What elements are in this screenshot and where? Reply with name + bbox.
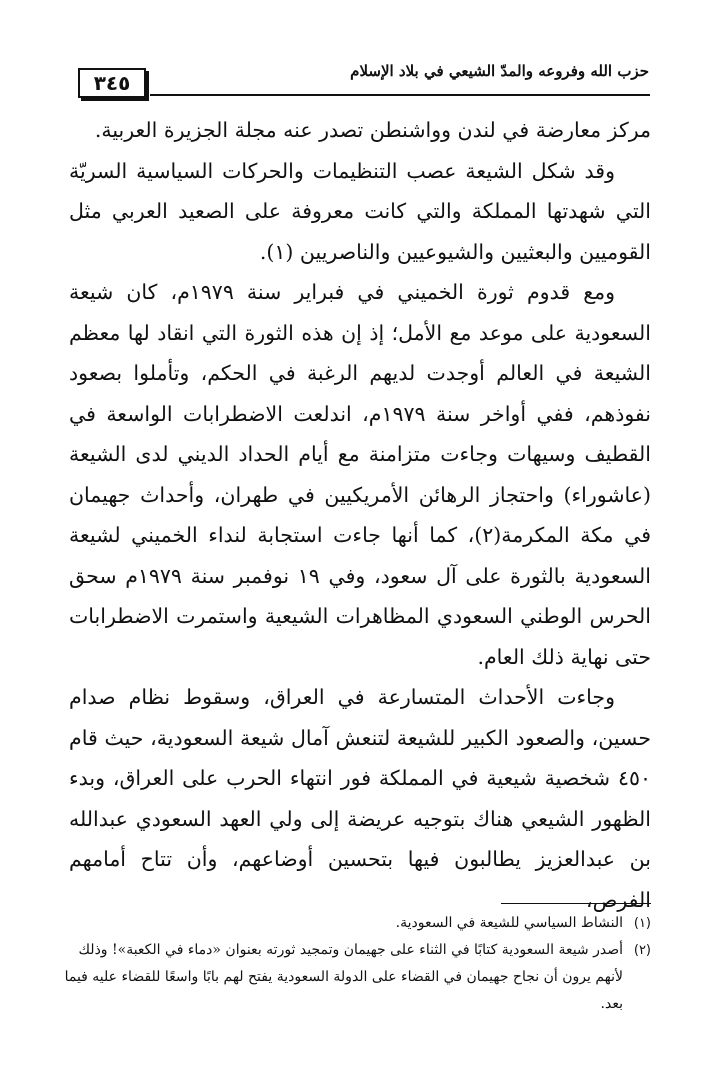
footnote-text: أصدر شيعة السعودية كتابًا في الثناء على جهيمان وتمجيد ثورته بعنوان «دماء في الكعبة»! وذلك لأنهم يرون أن نجاح جهيمان في القضاء على الدولة السعودية يفتح لهم بابًا واسعًا للقضاء عليه فيما بعد. — [64, 942, 623, 1012]
footnote-mark: (١) — [633, 916, 651, 931]
running-title: حزب الله وفروعه والمدّ الشيعي في بلاد الإسلام — [350, 62, 649, 80]
footnote-rule — [501, 903, 651, 904]
page-number: ٣٤٥ — [78, 68, 146, 98]
paragraph-4: وجاءت الأحداث المتسارعة في العراق، وسقوط نظام صدام حسين، والصعود الكبير للشيعة لتنعش آمال شيعة السعودية، حيث قام ٤٥٠ شخصية شيعية في المملكة فور انتهاء الحرب على العراق، وبدء الظهور الشيعي هناك بتوجيه عريضة إلى ولي العهد السعودي عبدالله بن عبدالعزيز يطالبون فيها بتحسين أوضاعهم، وأن تتاح أمامهم الفرص، — [69, 685, 651, 912]
paragraph-3: ومع قدوم ثورة الخميني في فبراير سنة ١٩٧٩م، كان شيعة السعودية على موعد مع الأمل؛ إذ إن هذه الثورة التي انقاد لها معظم الشيعة في العالم أوجدت لديهم الرغبة في الحكم، وتأملوا بصعود نفوذهم، ففي أواخر سنة ١٩٧٩م، اندلعت الاضطرابات الواسعة في القطيف وسيهات وجاءت متزامنة مع أيام الحداد الديني لدى الشيعة (عاشوراء) واحتجاز الرهائن الأمريكيين في طهران، وأحداث جهيمان في مكة المكرمة(٢)، كما أنها جاءت استجابة لنداء الخميني لشيعة السعودية بالثورة على آل سعود، وفي ١٩ نوفمبر سنة ١٩٧٩م سحق الحرس الوطني السعودي المظاهرات الشيعية واستمرت الاضطرابات حتى نهاية ذلك العام. — [69, 280, 651, 669]
header-rule — [150, 94, 650, 96]
footnote-mark: (٢) — [633, 943, 651, 958]
footnote-1 — [61, 910, 651, 937]
paragraph-2: وقد شكل الشيعة عصب التنظيمات والحركات السياسية السريّة التي شهدتها المملكة والتي كانت معروفة على الصعيد العربي مثل القوميين والبعثيين والشيوعيين والناصريين (١). — [69, 158, 651, 264]
paragraph-1: مركز معارضة في لندن وواشنطن تصدر عنه مجلة الجزيرة العربية. — [94, 118, 651, 142]
footnote-2 — [61, 937, 651, 1018]
body-text — [69, 110, 651, 920]
footnote-text: النشاط السياسي للشيعة في السعودية. — [395, 915, 623, 931]
footnotes — [61, 910, 651, 1018]
